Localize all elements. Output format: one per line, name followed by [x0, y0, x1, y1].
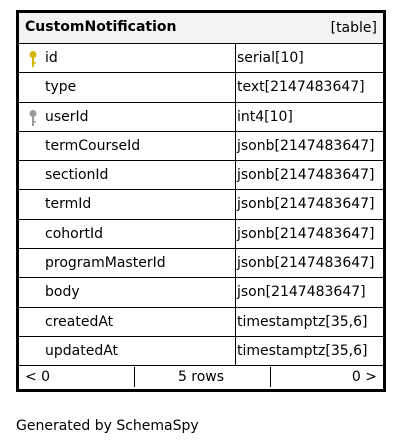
column-type: jsonb[2147483647] — [237, 225, 375, 242]
column-name: createdAt — [45, 313, 114, 330]
column-name-cell — [19, 103, 236, 131]
column-type: int4[10] — [237, 108, 293, 125]
column-row — [19, 44, 383, 73]
column-name: cohortId — [45, 225, 103, 242]
column-name: sectionId — [45, 167, 109, 184]
column-row — [19, 132, 383, 161]
column-name-cell — [19, 190, 236, 218]
column-name: type — [45, 79, 77, 96]
column-row — [19, 220, 383, 249]
column-name: programMasterId — [45, 255, 166, 272]
column-name: termCourseId — [45, 137, 141, 154]
column-list — [19, 44, 383, 366]
column-name-cell — [19, 337, 236, 365]
column-name-cell — [19, 308, 236, 336]
column-name: userId — [45, 108, 89, 125]
column-type: timestamptz[35,6] — [237, 313, 368, 330]
column-row — [19, 308, 383, 337]
column-row — [19, 190, 383, 219]
foreign-key-icon — [27, 109, 39, 127]
column-row — [19, 249, 383, 278]
table-footer — [19, 365, 383, 389]
generated-by-label: Generated by SchemaSpy — [16, 418, 199, 434]
column-row — [19, 103, 383, 132]
column-type: serial[10] — [237, 50, 304, 66]
column-name: id — [45, 50, 58, 66]
column-type: timestamptz[35,6] — [237, 342, 368, 359]
primary-key-icon — [27, 50, 39, 68]
column-type: jsonb[2147483647] — [237, 255, 375, 272]
footer-divider — [270, 367, 271, 387]
column-row — [19, 278, 383, 307]
table-entity — [16, 10, 386, 392]
column-name-cell — [19, 73, 236, 101]
column-type: jsonb[2147483647] — [237, 167, 375, 184]
row-count: 5 rows — [177, 369, 225, 385]
column-name-cell — [19, 132, 236, 160]
column-name-cell — [19, 220, 236, 248]
parent-count: < 0 — [25, 369, 51, 385]
table-name: CustomNotification — [25, 19, 177, 35]
column-name-cell — [19, 161, 236, 189]
column-row — [19, 337, 383, 366]
column-name-cell — [19, 249, 236, 277]
column-type: jsonb[2147483647] — [237, 137, 375, 154]
column-type: json[2147483647] — [237, 284, 366, 301]
column-name: body — [45, 284, 80, 301]
column-row — [19, 161, 383, 190]
column-name-cell — [19, 44, 236, 72]
column-name: updatedAt — [45, 342, 119, 359]
column-type: text[2147483647] — [237, 79, 365, 96]
child-count: 0 > — [351, 369, 377, 385]
column-name: termId — [45, 196, 92, 213]
column-type: jsonb[2147483647] — [237, 196, 375, 213]
column-name-cell — [19, 278, 236, 306]
table-header — [19, 13, 383, 44]
column-row — [19, 73, 383, 102]
table-kind: [table] — [330, 20, 377, 36]
